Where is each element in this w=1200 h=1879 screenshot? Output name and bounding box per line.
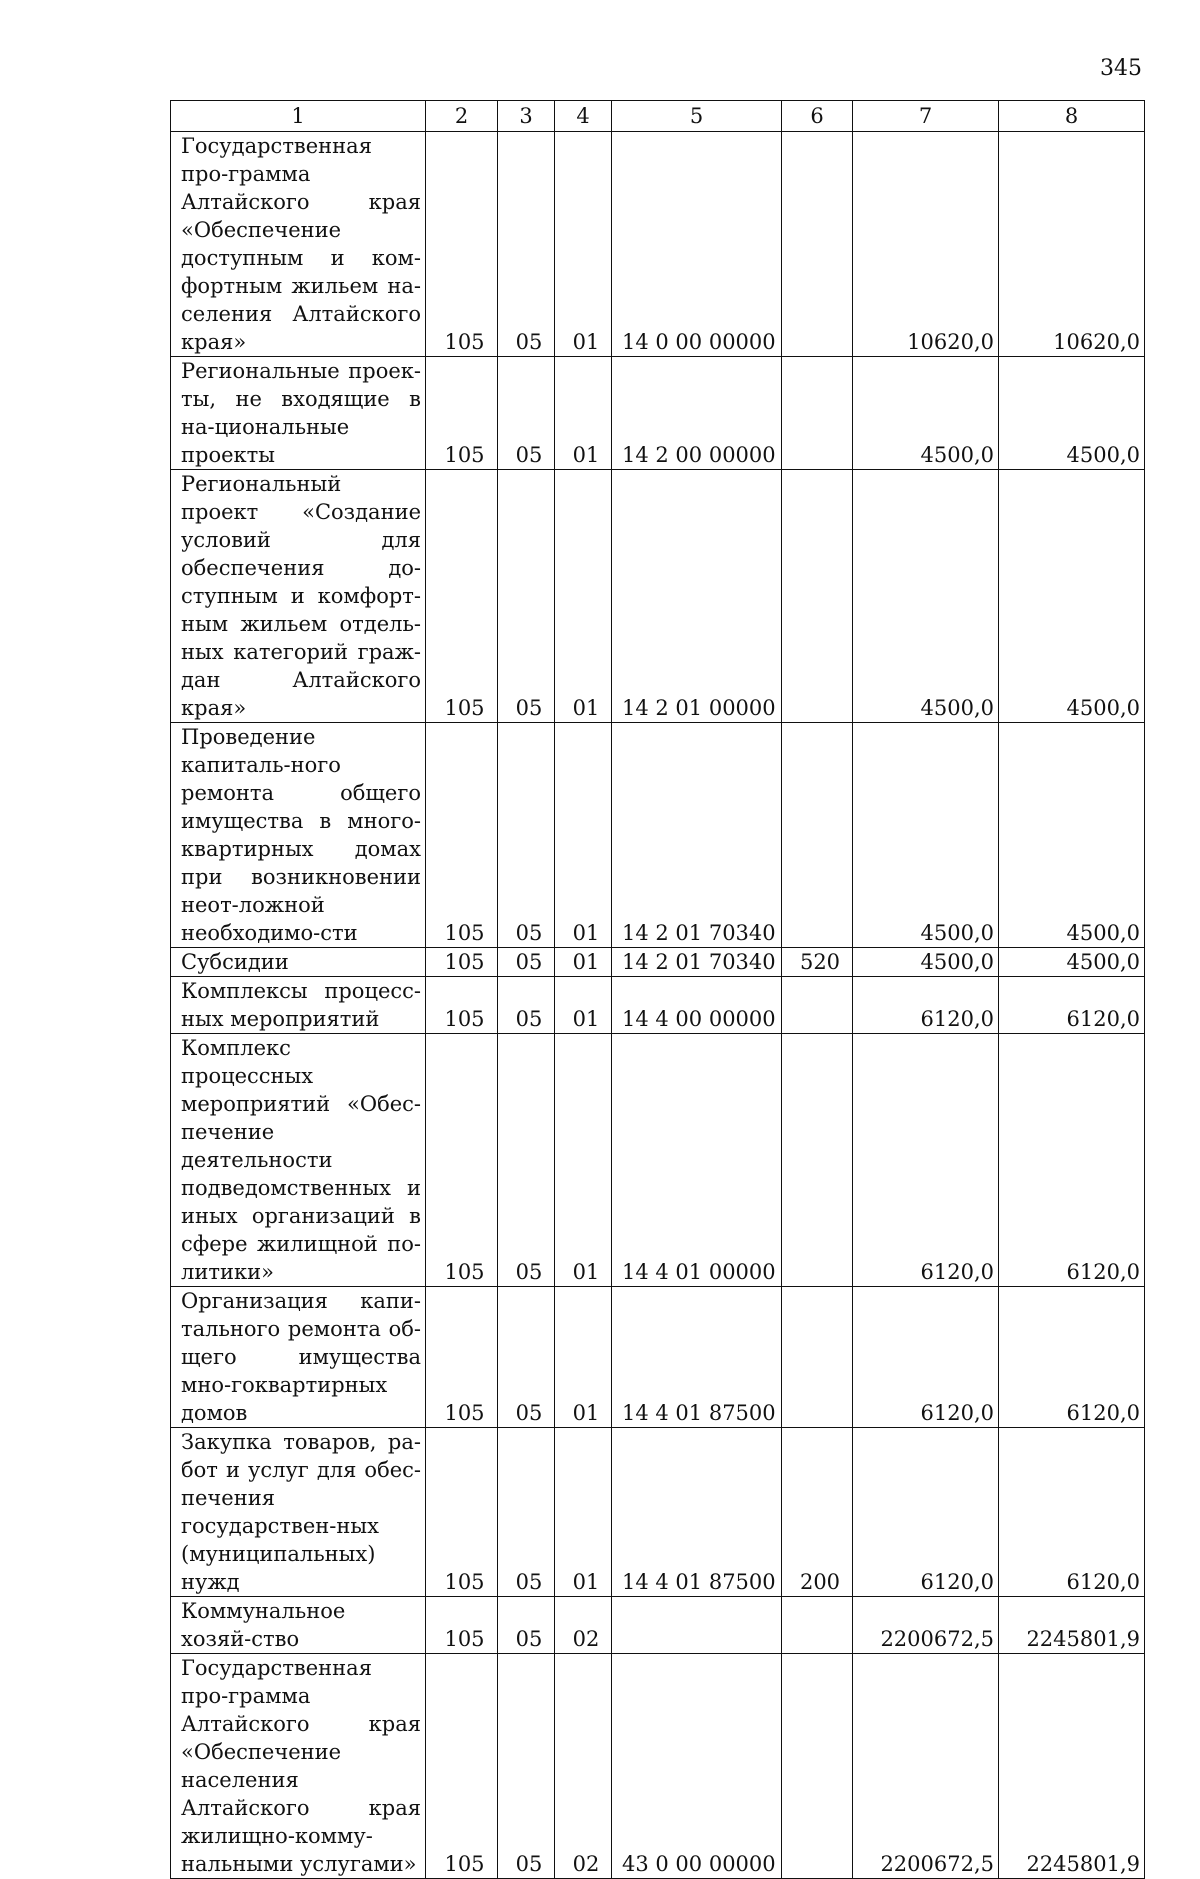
table-row (171, 132, 1145, 357)
ministry-code: 105 (426, 1597, 498, 1654)
amount-year-1: 4500,0 (853, 948, 999, 977)
expense-name: Комплексы процесс-ных мероприятий (171, 977, 426, 1034)
table-row (171, 1654, 1145, 1879)
amount-year-1: 4500,0 (853, 357, 999, 470)
table-row (171, 1034, 1145, 1287)
amount-year-1: 2200672,5 (853, 1597, 999, 1654)
expense-type-code (782, 357, 853, 470)
amount-year-2: 4500,0 (999, 357, 1145, 470)
section-code: 05 (498, 1428, 555, 1597)
ministry-code: 105 (426, 357, 498, 470)
section-code: 05 (498, 470, 555, 723)
ministry-code: 105 (426, 132, 498, 357)
expense-type-code (782, 470, 853, 723)
expense-type-code (782, 1287, 853, 1428)
budget-table (170, 100, 1145, 1879)
target-article-code: 14 4 01 87500 (612, 1287, 782, 1428)
amount-year-2: 4500,0 (999, 723, 1145, 948)
ministry-code: 105 (426, 1034, 498, 1287)
ministry-code: 105 (426, 948, 498, 977)
expense-type-code (782, 977, 853, 1034)
column-header: 2 (426, 101, 498, 132)
amount-year-2: 10620,0 (999, 132, 1145, 357)
section-code: 05 (498, 1597, 555, 1654)
amount-year-1: 4500,0 (853, 723, 999, 948)
subsection-code: 02 (555, 1597, 612, 1654)
target-article-code: 14 2 00 00000 (612, 357, 782, 470)
section-code: 05 (498, 132, 555, 357)
table-row (171, 977, 1145, 1034)
subsection-code: 01 (555, 470, 612, 723)
amount-year-1: 10620,0 (853, 132, 999, 357)
amount-year-2: 6120,0 (999, 977, 1145, 1034)
ministry-code: 105 (426, 977, 498, 1034)
target-article-code: 14 4 01 00000 (612, 1034, 782, 1287)
table-row (171, 723, 1145, 948)
amount-year-1: 2200672,5 (853, 1654, 999, 1879)
column-header: 3 (498, 101, 555, 132)
subsection-code: 01 (555, 1034, 612, 1287)
target-article-code: 14 2 01 70340 (612, 948, 782, 977)
table-row (171, 948, 1145, 977)
ministry-code: 105 (426, 1654, 498, 1879)
amount-year-1: 4500,0 (853, 470, 999, 723)
subsection-code: 01 (555, 1287, 612, 1428)
table-row (171, 1428, 1145, 1597)
expense-name: Закупка товаров, ра-бот и услуг для обес-печения государствен-ных (муниципальных) нужд (171, 1428, 426, 1597)
target-article-code: 14 4 00 00000 (612, 977, 782, 1034)
target-article-code: 14 2 01 70340 (612, 723, 782, 948)
expense-type-code (782, 1034, 853, 1287)
amount-year-1: 6120,0 (853, 1034, 999, 1287)
amount-year-2: 4500,0 (999, 948, 1145, 977)
ministry-code: 105 (426, 723, 498, 948)
column-header: 1 (171, 101, 426, 132)
column-header: 8 (999, 101, 1145, 132)
expense-type-code: 520 (782, 948, 853, 977)
ministry-code: 105 (426, 470, 498, 723)
subsection-code: 01 (555, 357, 612, 470)
expense-name: Организация капи-тального ремонта об-щего имущества мно-гоквартирных домов (171, 1287, 426, 1428)
target-article-code (612, 1597, 782, 1654)
amount-year-2: 4500,0 (999, 470, 1145, 723)
subsection-code: 01 (555, 977, 612, 1034)
table-row (171, 1287, 1145, 1428)
section-code: 05 (498, 357, 555, 470)
subsection-code: 01 (555, 132, 612, 357)
table-row (171, 470, 1145, 723)
amount-year-1: 6120,0 (853, 1287, 999, 1428)
column-header: 4 (555, 101, 612, 132)
target-article-code: 14 2 01 00000 (612, 470, 782, 723)
expense-name: Государственная про-грамма Алтайского края «Обеспечение доступным и ком-фортным жильем на-селения Алтайского края» (171, 132, 426, 357)
amount-year-1: 6120,0 (853, 1428, 999, 1597)
subsection-code: 01 (555, 1428, 612, 1597)
section-code: 05 (498, 1287, 555, 1428)
table-header-row (171, 101, 1145, 132)
table-row (171, 357, 1145, 470)
amount-year-2: 2245801,9 (999, 1597, 1145, 1654)
subsection-code: 01 (555, 723, 612, 948)
column-header: 6 (782, 101, 853, 132)
expense-type-code (782, 1597, 853, 1654)
ministry-code: 105 (426, 1428, 498, 1597)
section-code: 05 (498, 948, 555, 977)
expense-name: Государственная про-грамма Алтайского края «Обеспечение населения Алтайского края жилищно-комму-нальными услугами» (171, 1654, 426, 1879)
amount-year-2: 6120,0 (999, 1287, 1145, 1428)
expense-name: Региональные проек-ты, не входящие в на-циональные проекты (171, 357, 426, 470)
expense-type-code (782, 723, 853, 948)
expense-name: Комплекс процессных мероприятий «Обес-печение деятельности подведомственных и иных организаций в сфере жилищной по-литики» (171, 1034, 426, 1287)
section-code: 05 (498, 1034, 555, 1287)
table-body (171, 132, 1145, 1879)
amount-year-2: 6120,0 (999, 1034, 1145, 1287)
column-header: 7 (853, 101, 999, 132)
section-code: 05 (498, 977, 555, 1034)
ministry-code: 105 (426, 1287, 498, 1428)
table-row (171, 1597, 1145, 1654)
amount-year-2: 2245801,9 (999, 1654, 1145, 1879)
expense-name: Коммунальное хозяй-ство (171, 1597, 426, 1654)
expense-name: Субсидии (171, 948, 426, 977)
section-code: 05 (498, 723, 555, 948)
section-code: 05 (498, 1654, 555, 1879)
expense-name: Проведение капиталь-ного ремонта общего имущества в много-квартирных домах при возникновении неот-ложной необходимо-сти (171, 723, 426, 948)
page-number: 345 (1100, 56, 1142, 81)
expense-type-code (782, 1654, 853, 1879)
target-article-code: 43 0 00 00000 (612, 1654, 782, 1879)
expense-type-code: 200 (782, 1428, 853, 1597)
amount-year-2: 6120,0 (999, 1428, 1145, 1597)
amount-year-1: 6120,0 (853, 977, 999, 1034)
target-article-code: 14 0 00 00000 (612, 132, 782, 357)
subsection-code: 01 (555, 948, 612, 977)
expense-name: Региональный проект «Создание условий для обеспечения до-ступным и комфорт-ным жильем отдель-ных категорий граж-дан Алтайского края» (171, 470, 426, 723)
column-header: 5 (612, 101, 782, 132)
expense-type-code (782, 132, 853, 357)
target-article-code: 14 4 01 87500 (612, 1428, 782, 1597)
subsection-code: 02 (555, 1654, 612, 1879)
